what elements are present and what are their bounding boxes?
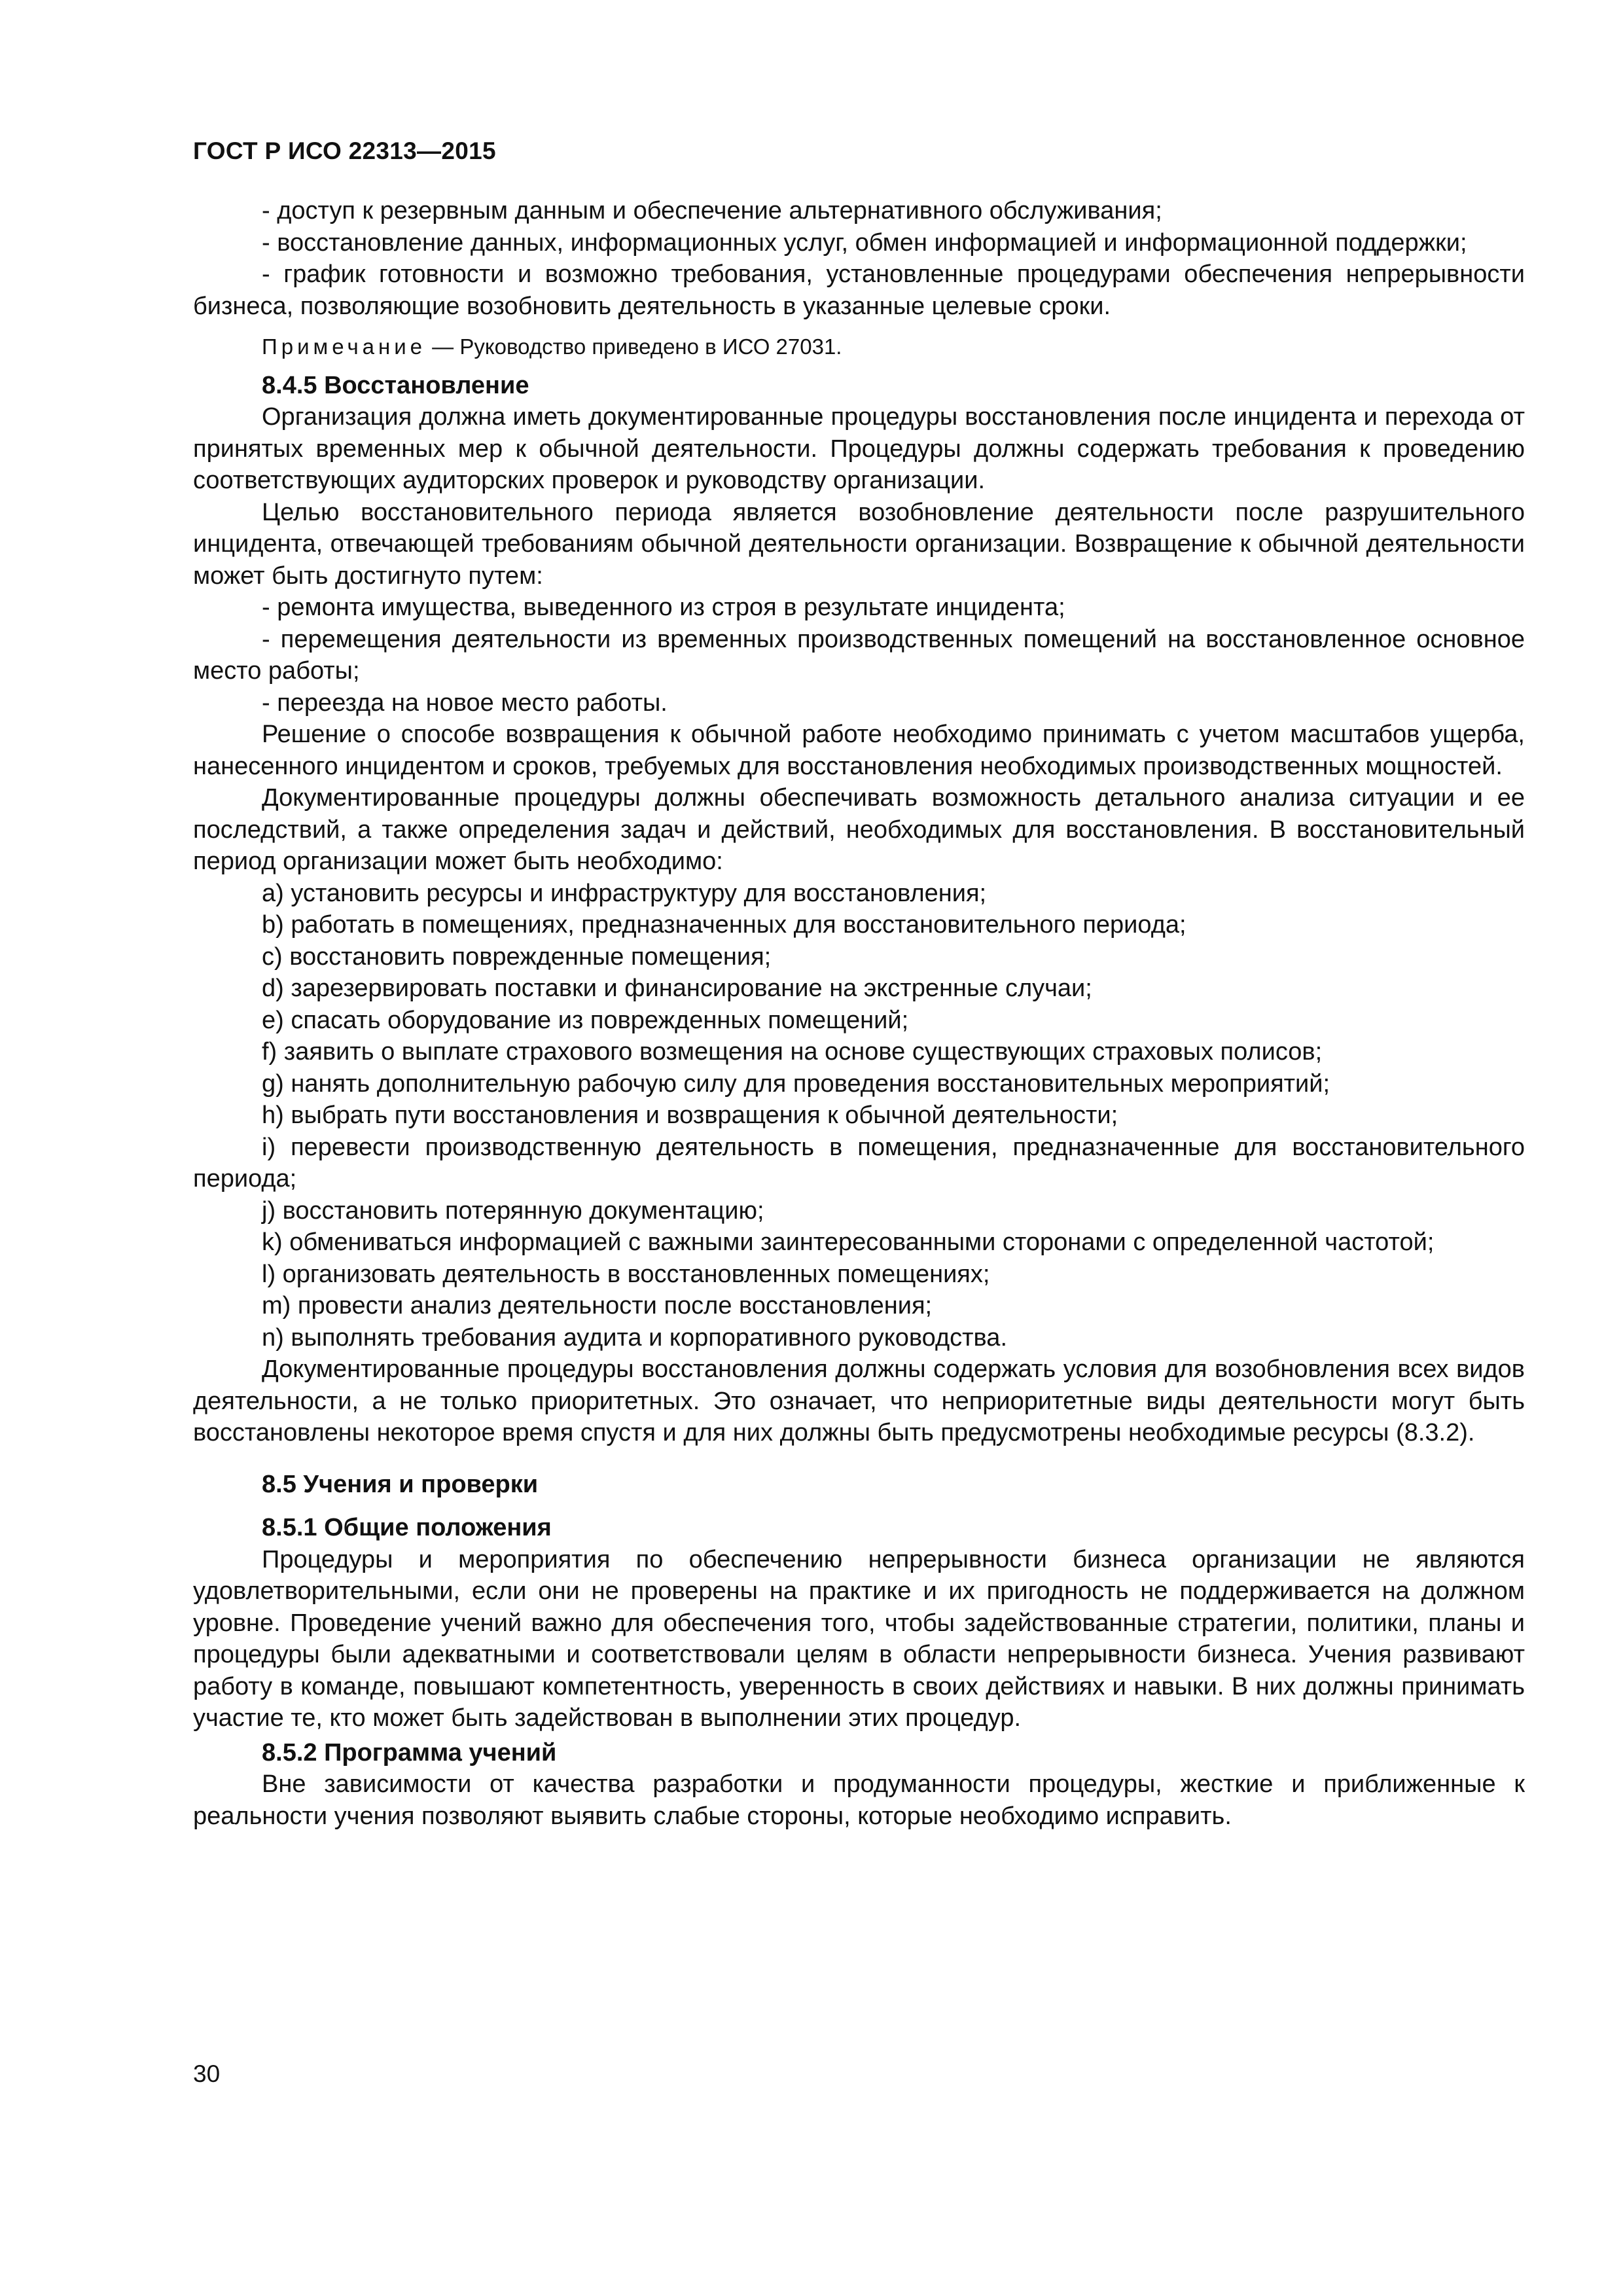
section-heading-8-5-1: 8.5.1 Общие положения: [262, 1514, 552, 1541]
note-label: Примечание: [262, 334, 427, 359]
paragraph: Документированные процедуры должны обеспечивать возможность детального анализа ситуации и ее последствий, а также определения задач и действий, необходимых для восстановления. В восстановительный период организации может быть необходимо:: [193, 784, 1525, 875]
document-page: [193, 137, 1525, 1832]
section-heading-8-5: 8.5 Учения и проверки: [262, 1470, 539, 1498]
list-item: - доступ к резервным данным и обеспечение альтернативного обслуживания;: [262, 197, 1162, 224]
list-item: d) зарезервировать поставки и финансирование на экстренные случаи;: [262, 975, 1092, 1002]
list-item: - восстановление данных, информационных услуг, обмен информацией и информационной поддержки;: [262, 228, 1467, 257]
paragraph: Документированные процедуры восстановления должны содержать условия для возобновления всех видов деятельности, а не только приоритетных. Это означает, что неприоритетные виды деятельности могут быть восстановлены некоторое время спустя и для них должны быть предусмотрены необходимые ресурсы (8.3.2).: [193, 1355, 1525, 1446]
paragraph: Организация должна иметь документированные процедуры восстановления после инцидента и перехода от принятых временных мер к обычной деятельности. Процедуры должны содержать требования к проведению соответствующих аудиторских проверок и руководству организации.: [193, 403, 1525, 494]
list-item: h) выбрать пути восстановления и возвращения к обычной деятельности;: [262, 1102, 1118, 1129]
paragraph: Процедуры и мероприятия по обеспечению непрерывности бизнеса организации не являются удовлетворительными, если они не проверены на практике и их пригодность не поддерживается на должном уровне. Проведение учений важно для обеспечения того, чтобы задействованные стратегии, политики, планы и процедуры были адекватными и соответствовали целям в области непрерывности бизнеса. Учения развивают работу в команде, повышают компетентность, уверенность в своих действиях и навыки. В них должны принимать участие те, кто может быть задействован в выполнении этих процедур.: [193, 1545, 1525, 1732]
list-item: m) провести анализ деятельности после восстановления;: [262, 1292, 933, 1319]
list-item: - перемещения деятельности из временных производственных помещений на восстановленное основное место работы;: [193, 625, 1525, 685]
list-item: e) спасать оборудование из поврежденных помещений;: [262, 1006, 909, 1034]
list-item: - ремонта имущества, выведенного из строя в результате инцидента;: [262, 594, 1065, 621]
paragraph: Решение о способе возвращения к обычной работе необходимо принимать с учетом масштабов ущерба, нанесенного инцидентом и сроков, требуемых для восстановления необходимых производственных мощностей.: [193, 721, 1525, 780]
list-item: b) работать в помещениях, предназначенных для восстановительного периода;: [262, 911, 1186, 939]
list-item: a) установить ресурсы и инфраструктуру для восстановления;: [262, 879, 987, 907]
note-text: — Руководство приведено в ИСО 27031.: [426, 334, 842, 359]
list-item: g) нанять дополнительную рабочую силу для проведения восстановительных мероприятий;: [262, 1069, 1330, 1098]
page-number: 30: [193, 2060, 221, 2087]
paragraph: Целью восстановительного периода является возобновление деятельности после разрушительного инцидента, отвечающей требованиям обычной деятельности организации. Возвращение к обычной деятельности может быть достигнуто путем:: [193, 498, 1525, 590]
list-item: c) восстановить поврежденные помещения;: [262, 942, 772, 971]
document-header: ГОСТ Р ИСО 22313—2015: [193, 137, 496, 164]
document-body: [193, 195, 1525, 1832]
list-item: k) обмениваться информацией с важными заинтересованными сторонами с определенной частотой;: [262, 1229, 1435, 1256]
note: [193, 331, 1525, 363]
list-item: - переезда на новое место работы.: [262, 689, 668, 717]
section-heading-8-5-2: 8.5.2 Программа учений: [262, 1738, 557, 1767]
paragraph: Вне зависимости от качества разработки и продуманности процедуры, жесткие и приближенные к реальности учения позволяют выявить слабые стороны, которые необходимо исправить.: [193, 1770, 1525, 1830]
list-item: f) заявить о выплате страхового возмещения на основе существующих страховых полисов;: [262, 1038, 1323, 1066]
section-heading-8-4-5: 8.4.5 Восстановление: [262, 371, 529, 399]
list-item: - график готовности и возможно требования, установленные процедурами обеспечения непрерывности бизнеса, позволяющие возобновить деятельность в указанные целевые сроки.: [193, 260, 1525, 320]
list-item: n) выполнять требования аудита и корпоративного руководства.: [262, 1323, 1007, 1352]
list-item: l) организовать деятельность в восстановленных помещениях;: [262, 1260, 990, 1288]
list-item: j) восстановить потерянную документацию;: [262, 1196, 764, 1225]
list-item: i) перевести производственную деятельность в помещения, предназначенные для восстановительного периода;: [193, 1133, 1525, 1193]
